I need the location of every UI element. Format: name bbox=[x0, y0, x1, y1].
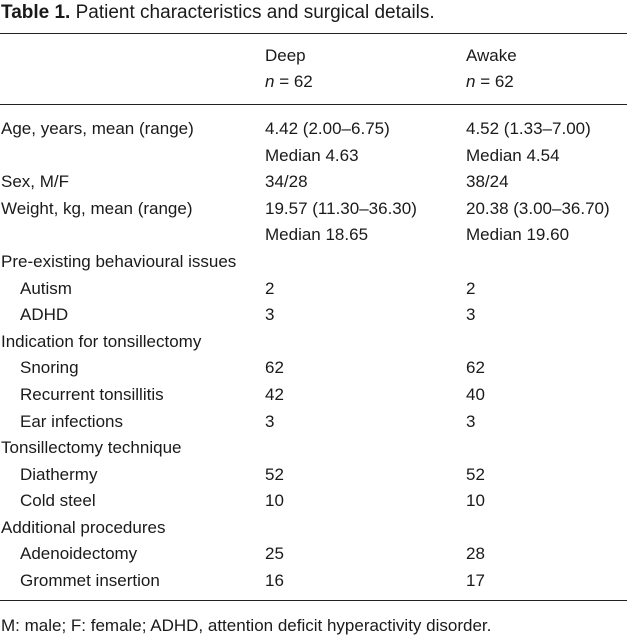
row-awake-value: 10 bbox=[466, 491, 485, 510]
row-deep-value: 52 bbox=[265, 465, 284, 484]
row-label: Snoring bbox=[20, 358, 79, 377]
row-deep-value: 3 bbox=[265, 412, 275, 431]
row-awake-value: 17 bbox=[466, 571, 485, 590]
row-label: Weight, kg, mean (range) bbox=[1, 199, 193, 218]
table-footnote: M: male; F: female; ADHD, attention deficit hyperactivity disorder. bbox=[1, 616, 492, 635]
header-awake-n: n = 62 bbox=[466, 72, 514, 91]
row-deep-value: 19.57 (11.30–36.30) bbox=[265, 199, 417, 218]
section-label: Pre-existing behavioural issues bbox=[1, 252, 237, 271]
row-label: Grommet insertion bbox=[20, 571, 160, 590]
row-label: Adenoidectomy bbox=[20, 544, 138, 563]
row-label: Ear infections bbox=[20, 412, 123, 431]
row-deep-value: 10 bbox=[265, 491, 284, 510]
row-awake-value: 38/24 bbox=[466, 172, 509, 191]
section-label: Tonsillectomy technique bbox=[1, 438, 182, 457]
row-deep-value: Median 4.63 bbox=[265, 146, 359, 165]
table-title bbox=[1, 1, 435, 25]
row-awake-value: Median 4.54 bbox=[466, 146, 560, 165]
row-deep-value: 34/28 bbox=[265, 172, 308, 191]
row-label: Autism bbox=[20, 279, 72, 298]
row-deep-value: 42 bbox=[265, 385, 284, 404]
row-awake-value: 28 bbox=[466, 544, 485, 563]
row-deep-value: 16 bbox=[265, 571, 284, 590]
table-title-label: Table 1. bbox=[1, 2, 71, 23]
row-label: Cold steel bbox=[20, 491, 96, 510]
row-label: Sex, M/F bbox=[1, 172, 70, 191]
table-title-text: Patient characteristics and surgical details. bbox=[75, 2, 435, 23]
row-awake-value: 62 bbox=[466, 358, 485, 377]
row-deep-value: 2 bbox=[265, 279, 275, 298]
header-deep: Deep bbox=[265, 46, 306, 65]
row-deep-value: 25 bbox=[265, 544, 284, 563]
row-label: Age, years, mean (range) bbox=[1, 119, 194, 138]
row-label: Diathermy bbox=[20, 465, 98, 484]
row-awake-value: 40 bbox=[466, 385, 485, 404]
header-deep-n: n = 62 bbox=[265, 72, 313, 91]
row-deep-value: 62 bbox=[265, 358, 284, 377]
row-deep-value: Median 18.65 bbox=[265, 225, 369, 244]
row-awake-value: 3 bbox=[466, 412, 476, 431]
row-awake-value: 2 bbox=[466, 279, 476, 298]
header-rule bbox=[0, 104, 627, 105]
row-awake-value: 3 bbox=[466, 305, 476, 324]
row-awake-value: Median 19.60 bbox=[466, 225, 570, 244]
row-deep-value: 4.42 (2.00–6.75) bbox=[265, 119, 390, 138]
section-label: Additional procedures bbox=[1, 518, 166, 537]
row-awake-value: 52 bbox=[466, 465, 485, 484]
section-label: Indication for tonsillectomy bbox=[1, 332, 202, 351]
row-awake-value: 4.52 (1.33–7.00) bbox=[466, 119, 591, 138]
header-awake: Awake bbox=[466, 46, 517, 65]
row-deep-value: 3 bbox=[265, 305, 275, 324]
row-label: Recurrent tonsillitis bbox=[20, 385, 164, 404]
top-rule bbox=[0, 33, 627, 34]
bottom-rule bbox=[0, 600, 627, 601]
row-label: ADHD bbox=[20, 305, 69, 324]
row-awake-value: 20.38 (3.00–36.70) bbox=[466, 199, 610, 218]
